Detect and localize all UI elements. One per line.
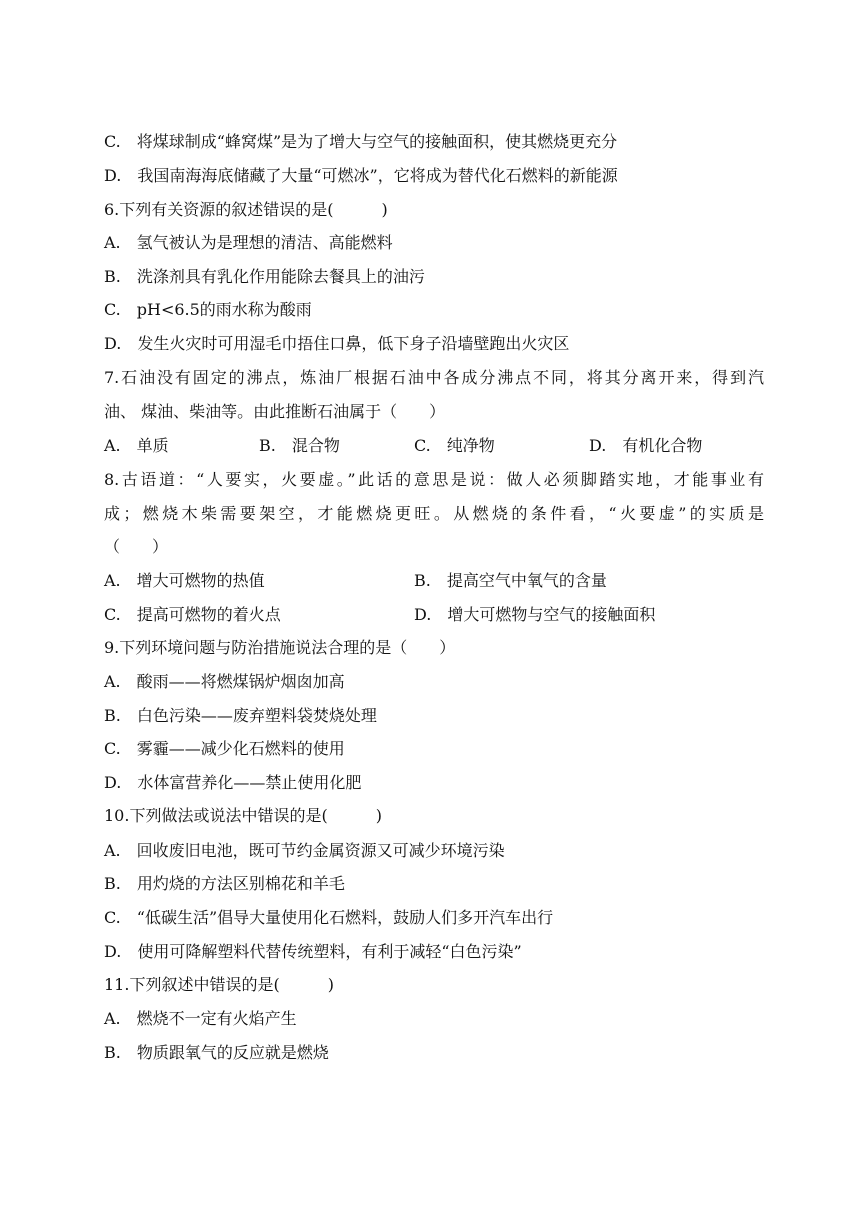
q7-stem-line2: 油、 煤油、柴油等。由此推断石油属于（ ） — [104, 402, 446, 421]
q6-option-d: D. 发生火灾时可用湿毛巾捂住口鼻，低下身子沿墙壁跑出火灾区 — [104, 334, 570, 353]
q11-option-a: A. 燃烧不一定有火焰产生 — [104, 1009, 297, 1028]
q11-option-b: B. 物质跟氧气的反应就是燃烧 — [104, 1043, 329, 1062]
q10-option-b: B. 用灼烧的方法区别棉花和羊毛 — [104, 874, 345, 893]
q7-option-b: B. 混合物 — [259, 436, 340, 455]
q5-option-d: D. 我国南海海底储藏了大量“可燃冰”，它将成为替代化石燃料的新能源 — [104, 166, 618, 185]
q8-option-d: D. 增大可燃物与空气的接触面积 — [414, 605, 656, 624]
q7-stem-line1: 7.石油没有固定的沸点，炼油厂根据石油中各成分沸点不同，将其分离开来，得到汽 — [104, 368, 764, 387]
q7-option-c: C. 纯净物 — [414, 436, 495, 455]
q8-option-c: C. 提高可燃物的着火点 — [104, 605, 281, 624]
q6-option-c: C. pH<6.5的雨水称为酸雨 — [104, 300, 312, 319]
q9-option-b: B. 白色污染——废弃塑料袋焚烧处理 — [104, 706, 377, 725]
q6-option-a: A. 氢气被认为是理想的清洁、高能燃料 — [104, 233, 393, 252]
q8-option-b: B. 提高空气中氧气的含量 — [414, 571, 607, 590]
q6-option-b: B. 洗涤剂具有乳化作用能除去餐具上的油污 — [104, 267, 425, 286]
q10-option-a: A. 回收废旧电池，既可节约金属资源又可减少环境污染 — [104, 841, 505, 860]
q8-stem-line3: （ ） — [104, 537, 169, 556]
q8-stem-line1: 8.古语道：“人要实，火要虚。”此话的意思是说：做人必须脚踏实地，才能事业有 — [104, 470, 764, 489]
q11-stem: 11.下列叙述中错误的是( ) — [104, 975, 334, 994]
q9-option-c: C. 雾霾——减少化石燃料的使用 — [104, 739, 345, 758]
q10-option-d: D. 使用可降解塑料代替传统塑料，有利于减轻“白色污染” — [104, 942, 522, 961]
q9-option-d: D. 水体富营养化——禁止使用化肥 — [104, 773, 362, 792]
q7-option-d: D. 有机化合物 — [589, 436, 703, 455]
q5-option-c: C. 将煤球制成“蜂窝煤”是为了增大与空气的接触面积，使其燃烧更充分 — [104, 132, 618, 151]
q7-options — [104, 435, 764, 457]
q7-option-a: A. 单质 — [104, 436, 169, 455]
q8-options-row2 — [104, 604, 764, 626]
q9-option-a: A. 酸雨——将燃煤锅炉烟囱加高 — [104, 672, 345, 691]
q10-stem: 10.下列做法或说法中错误的是( ) — [104, 806, 382, 825]
q8-option-a: A. 增大可燃物的热值 — [104, 571, 265, 590]
q6-stem: 6.下列有关资源的叙述错误的是( ) — [104, 200, 388, 219]
q8-options-row1 — [104, 570, 764, 592]
q8-stem-line2: 成；燃烧木柴需要架空，才能燃烧更旺。从燃烧的条件看，“火要虚”的实质是 — [104, 504, 764, 523]
q10-option-c: C. “低碳生活”倡导大量使用化石燃料，鼓励人们多开汽车出行 — [104, 908, 554, 927]
q9-stem: 9.下列环境问题与防治措施说法合理的是（ ） — [104, 638, 456, 657]
